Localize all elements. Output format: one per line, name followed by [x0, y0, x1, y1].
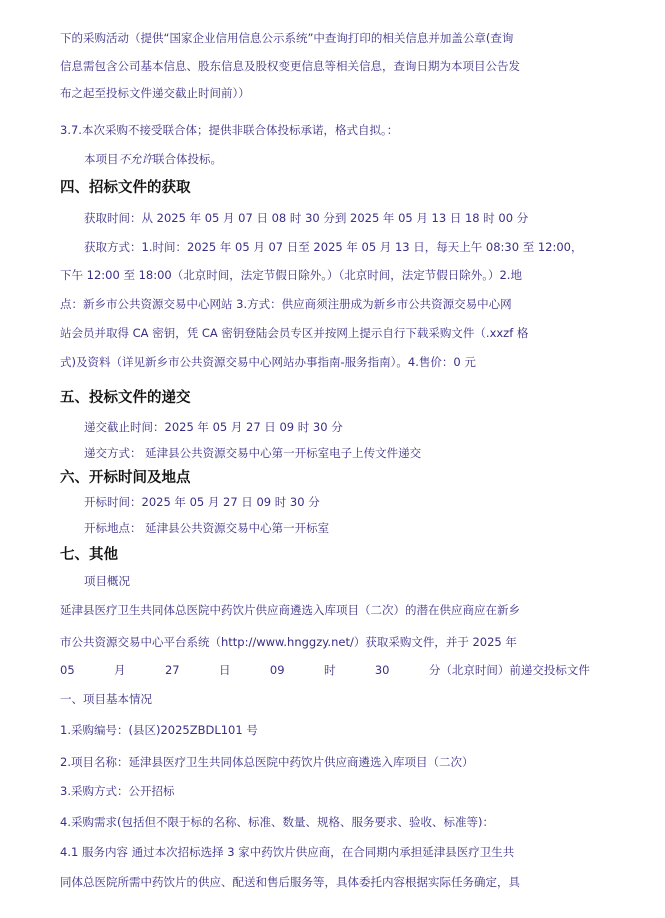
text-line: 递交方式： 延津县公共资源交易中心第一开标室电子上传文件递交: [84, 446, 422, 460]
text-line: 下午 12:00 至 18:00（北京时间，法定节假日除外。）（北京时间，法定节假日除外。）2.地: [60, 268, 522, 282]
consortium-line: [84, 152, 222, 166]
text-segment: 09: [269, 663, 285, 677]
text-line: 4.1 服务内容 通过本次招标选择 3 家中药饮片供应商，在合同期内承担延津县医疗卫生共: [60, 845, 515, 859]
text-segment: 本项目: [84, 152, 119, 166]
text-segment: 30: [374, 663, 390, 677]
text-line: 下的采购活动（提供“国家企业信用信息公示系统”中查询打印的相关信息并加盖公章(查询: [60, 31, 514, 45]
text-line: 点：新乡市公共资源交易中心网站 3.方式：供应商须注册成为新乡市公共资源交易中心网: [60, 297, 512, 311]
text-line: 布之起至投标文件递交截止时间前））: [60, 86, 250, 100]
section-heading-7: 七、其他: [60, 547, 118, 563]
text-segment: 联合体投标。: [153, 152, 222, 166]
text-segment: 27: [164, 663, 180, 677]
text-line: 站会员并取得 CA 密钥，凭 CA 密钥登陆会员专区并按网上提示自行下载采购文件（.xxzf 格: [60, 326, 529, 340]
text-line: 项目概况: [84, 574, 130, 588]
text-line: 市公共资源交易中心平台系统（http://www.hnggzy.net/）获取采购文件，并于 2025 年: [60, 635, 517, 649]
text-line: 3.采购方式：公开招标: [60, 784, 175, 798]
text-segment: 月: [114, 663, 126, 677]
text-segment: 日: [219, 663, 231, 677]
section-heading-5: 五、投标文件的递交: [60, 390, 191, 406]
text-line: 一、项目基本情况: [60, 692, 152, 706]
submission-time-line: [60, 663, 590, 677]
text-segment: 分（北京时间）前递交投标文件: [428, 663, 590, 677]
text-line: 获取方式：1.时间：2025 年 05 月 07 日至 2025 年 05 月 13 日，每天上午 08:30 至 12:00，: [84, 240, 583, 254]
emphasis-text: 不允许: [118, 152, 153, 166]
text-line: 获取时间：从 2025 年 05 月 07 日 08 时 30 分到 2025 年 05 月 13 日 18 时 00 分: [84, 211, 529, 225]
text-line: 3.7.本次采购不接受联合体；提供非联合体投标承诺，格式自拟。：: [60, 123, 399, 137]
text-line: 递交截止时间：2025 年 05 月 27 日 09 时 30 分: [84, 420, 343, 434]
text-segment: 05: [60, 663, 75, 677]
text-line: 开标地点： 延津县公共资源交易中心第一开标室: [84, 521, 330, 535]
text-line: 2.项目名称：延津县医疗卫生共同体总医院中药饮片供应商遴选入库项目（二次）: [60, 755, 474, 769]
text-line: 延津县医疗卫生共同体总医院中药饮片供应商遴选入库项目（二次）的潜在供应商应在新乡: [60, 603, 520, 617]
text-line: 式)及资料（详见新乡市公共资源交易中心网站办事指南-服务指南）。4.售价：0 元: [60, 355, 476, 369]
section-heading-4: 四、招标文件的获取: [60, 180, 191, 196]
text-line: 信息需包含公司基本信息、股东信息及股权变更信息等相关信息，查询日期为本项目公告发: [60, 59, 520, 73]
text-line: 4.采购需求(包括但不限于标的名称、标准、数量、规格、服务要求、验收、标准等)：: [60, 815, 494, 829]
section-heading-6: 六、开标时间及地点: [60, 470, 191, 486]
text-line: 1.采购编号：(县区)2025ZBDL101 号: [60, 723, 258, 737]
text-line: 同体总医院所需中药饮片的供应、配送和售后服务等，具体委托内容根据实际任务确定，具: [60, 875, 520, 889]
text-segment: 时: [323, 663, 336, 677]
text-line: 开标时间：2025 年 05 月 27 日 09 时 30 分: [84, 495, 320, 509]
